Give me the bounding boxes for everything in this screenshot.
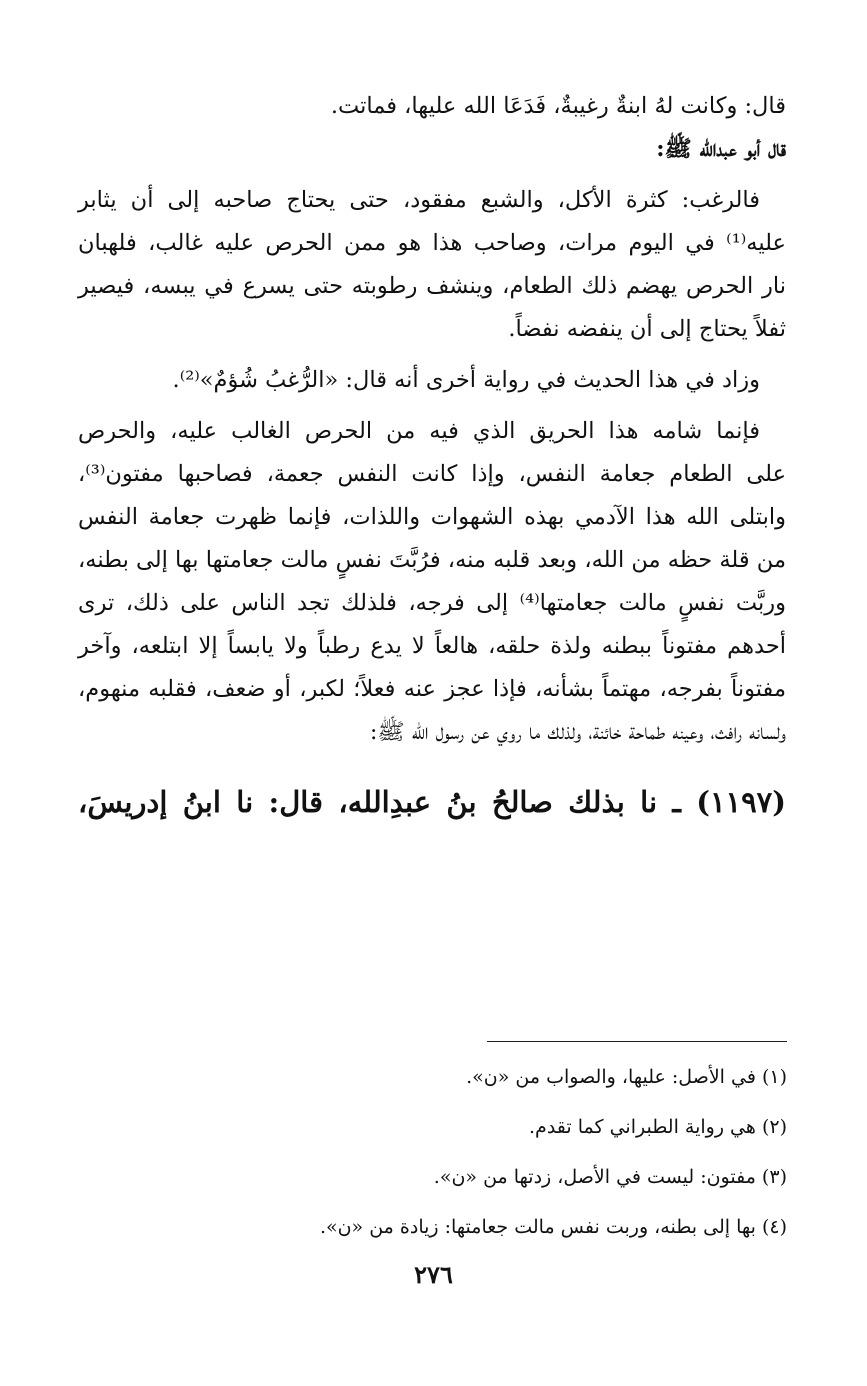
text-line-1: قال: وكانت لهُ ابنةٌ رغيبةٌ، فَدَعَا الله عليها، فماتت. — [330, 93, 786, 119]
text-line-6: ثفلاً يحتاج إلى أن ينفضه نفضاً. — [508, 316, 786, 342]
footnote-4: (٤) بها إلى بطنه، وربت نفس مالت جعامتها: زيادة من «ن». — [319, 1216, 787, 1238]
page-number: ٢٧٦ — [414, 1260, 453, 1289]
text-line-11: من قلة حظه من الله، وبعد قلبه منه، فرُبَّتَ نفسٍ مالت جعامتها بها إلى بطنه، — [78, 547, 786, 573]
text-line-13: أحدهم مفتوناً ببطنه ولذة حلقه، هالعاً لا يدع رطباً ولا يابساً إلا ابتلعه، وآخر — [78, 633, 786, 659]
text-line-7: وزاد في هذا الحديث في رواية أخرى أنه قال: «الرُّغبُ شُؤمٌ»⁽²⁾. — [172, 367, 760, 393]
text-line-15: ولسانه رافث، وعينه طماحة خائنة، ولذلك ما روي عن رسول الله ﷺ: — [369, 719, 786, 745]
section-heading: قال أبو عبدالله ﷺ: — [656, 136, 786, 162]
footnotes — [87, 1052, 787, 1252]
text-line-3: فالرغب: كثرة الأكل، والشبع مفقود، حتى يحتاج صاحبه إلى أن يثابر — [78, 187, 760, 213]
text-line-12: وربَّت نفسٍ مالت جعامتها⁽⁴⁾ إلى فرجه، فلذلك تجد الناس على ذلك، ترى — [78, 590, 786, 616]
footnote-divider — [487, 1041, 787, 1042]
text-line-14: مفتوناً بفرجه، مهتماً بشأنه، فإذا عجز عنه فعلاً؛ لكبر، أو ضعف، فقلبه منهوم، — [78, 676, 786, 702]
text-line-9: على الطعام جعامة النفس، وإذا كانت النفس جعمة، فصاحبها مفتون⁽³⁾، — [78, 461, 786, 487]
footnote-1: (١) في الأصل: عليها، والصواب من «ن». — [466, 1066, 787, 1088]
text-line-8: فإنما شامه هذا الحريق الذي فيه من الحرص الغالب عليه، والحرص — [78, 418, 760, 444]
text-line-4: عليه⁽¹⁾ في اليوم مرات، وصاحب هذا هو ممن الحرص عليه غالب، فلهبان — [78, 230, 786, 256]
footnote-3: (٣) مفتون: ليست في الأصل، زدتها من «ن». — [433, 1166, 787, 1188]
hadith-heading: (١١٩٧) ـ نا بذلك صالحُ بنُ عبدِالله، قال: نا ابنُ إدريسَ، — [78, 785, 786, 819]
text-line-5: نار الحرص يهضم ذلك الطعام، وينشف رطوبته حتى يسرع في يبسه، فيصير — [78, 273, 786, 299]
footnote-2: (٢) هي رواية الطبراني كما تقدم. — [529, 1116, 787, 1138]
main-text — [78, 85, 786, 832]
text-line-10: وابتلى الله هذا الآدمي بهذه الشهوات واللذات، فإنما ظهرت جعامة النفس — [78, 504, 786, 530]
